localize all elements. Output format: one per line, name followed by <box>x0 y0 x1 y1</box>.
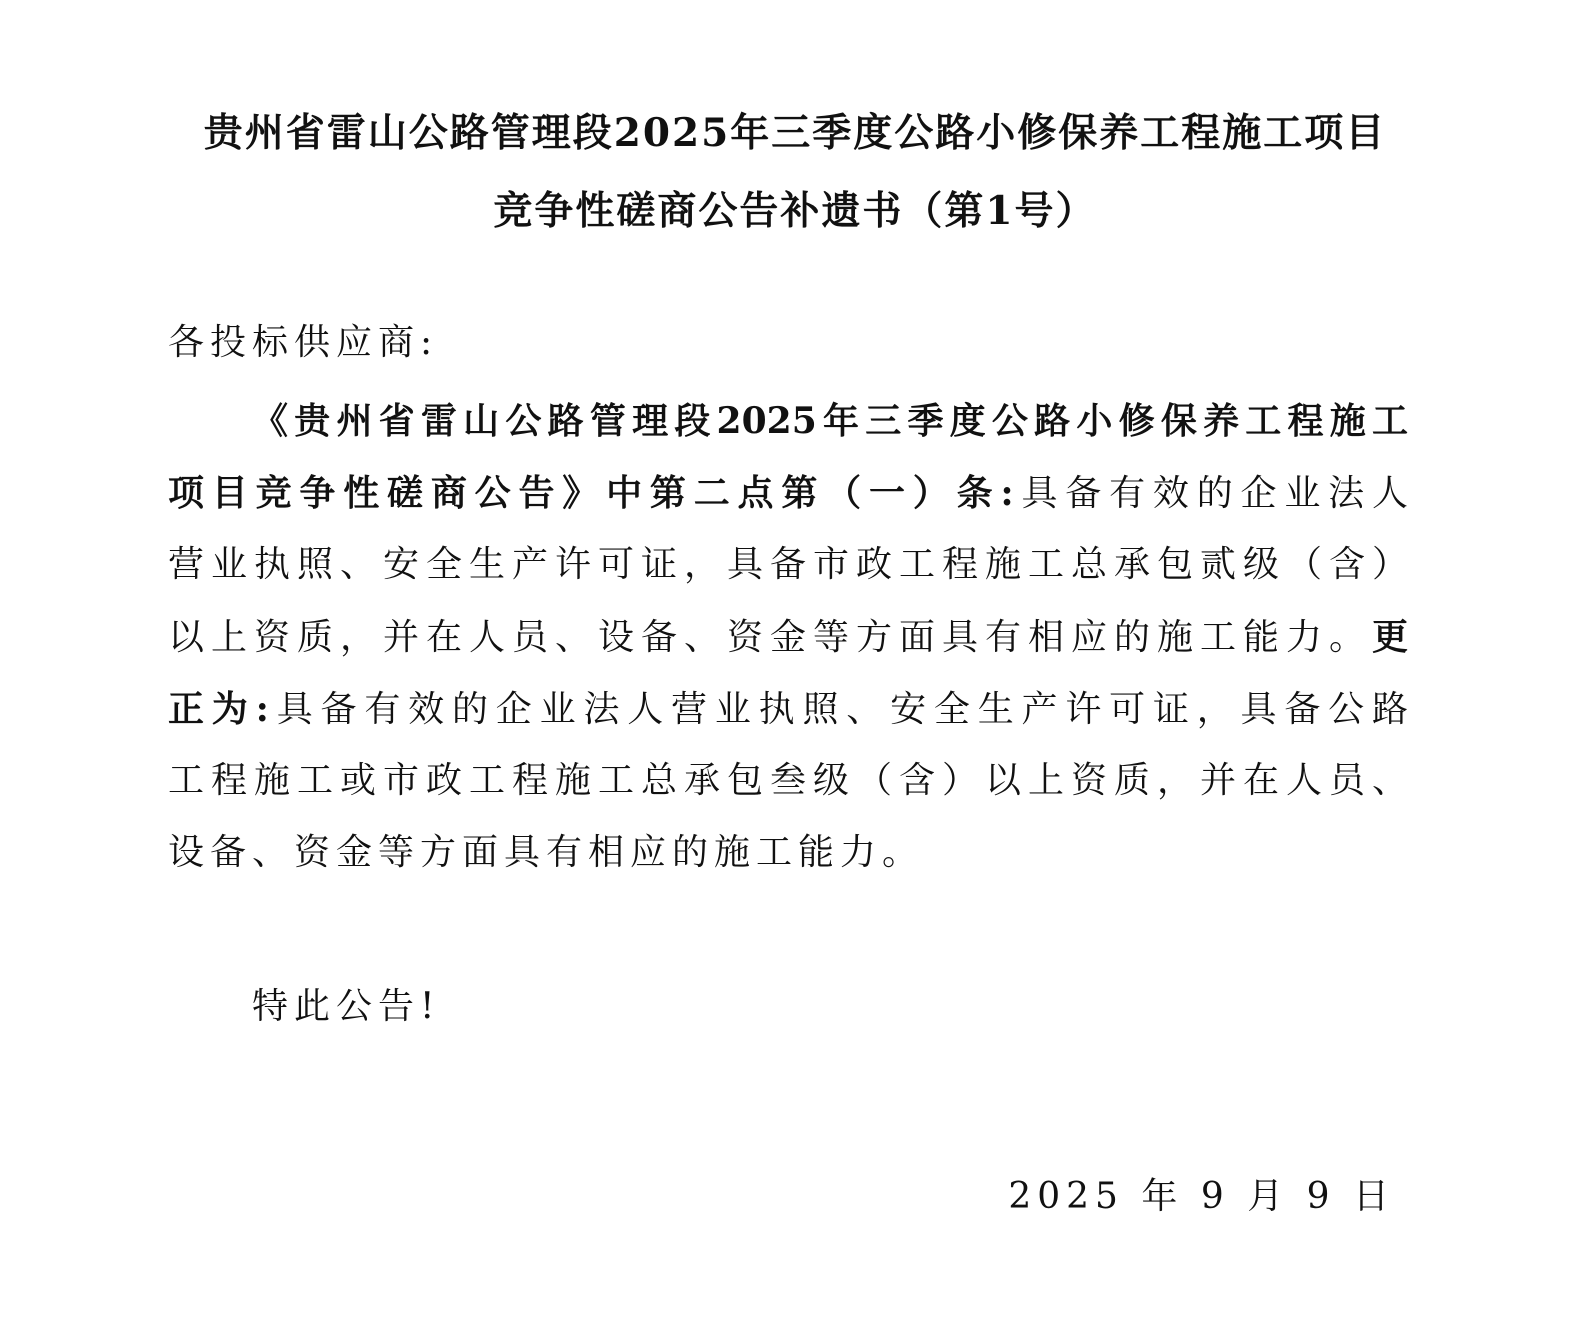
body-line-5-rest: 具备有效的企业法人营业执照、安全生产许可证，具备公路 <box>268 689 1408 730</box>
body-line-7: 设备、资金等方面具有相应的施工能力。 <box>168 832 925 873</box>
document-title-line-1: 贵州省雷山公路管理段2025年三季度公路小修保养工程施工项目 <box>203 110 1387 156</box>
body-line-2-bold: 项目竞争性磋商公告》中第二点第（一）条: <box>168 472 1014 514</box>
document-date: 2025 年 9 月 9 日 <box>1008 1176 1395 1217</box>
salutation: 各投标供应商: <box>168 322 439 363</box>
body-line-5 <box>168 684 1408 735</box>
body-line-4-text: 以上资质，并在人员、设备、资金等方面具有相应的施工能力。 <box>168 617 1372 658</box>
body-line-2-rest: 具备有效的企业法人 <box>1013 473 1408 514</box>
body-line-4 <box>168 612 1408 663</box>
body-line-4-bold: 更 <box>1371 616 1408 658</box>
body-line-6: 工程施工或市政工程施工总承包叁级（含）以上资质，并在人员、 <box>168 760 1408 801</box>
closing-remark: 特此公告! <box>252 986 441 1027</box>
body-line-1: 《贵州省雷山公路管理段2025年三季度公路小修保养工程施工 <box>252 400 1408 442</box>
body-line-3: 营业执照、安全生产许可证，具备市政工程施工总承包贰级（含） <box>168 544 1408 585</box>
body-line-2 <box>168 468 1408 519</box>
body-line-5-bold: 正为: <box>168 688 269 730</box>
document-title-line-2: 竞争性磋商公告补遗书（第1号） <box>493 188 1097 234</box>
